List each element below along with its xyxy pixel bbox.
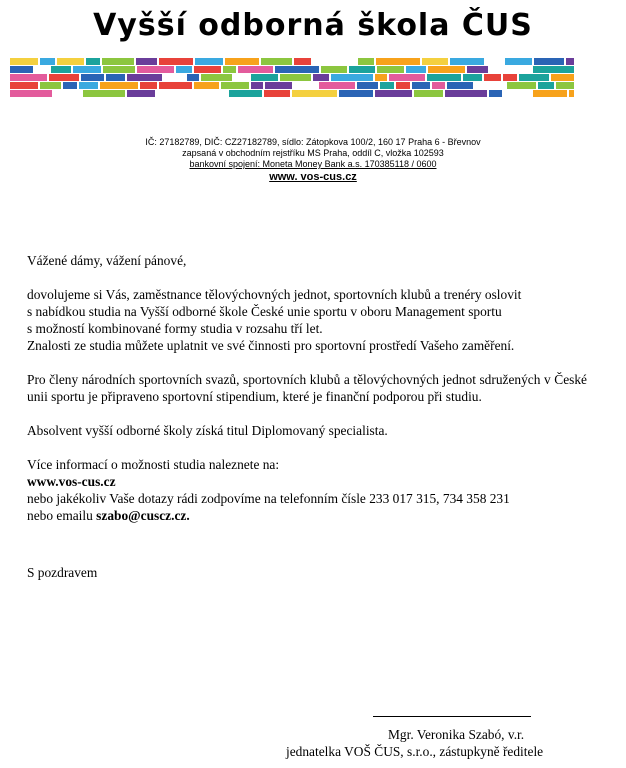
band-brick — [349, 66, 375, 73]
band-brick — [51, 66, 71, 73]
band-brick — [533, 66, 574, 73]
band-brick — [505, 58, 532, 65]
band-brick — [294, 58, 311, 65]
band-brick — [357, 82, 378, 89]
logo-color-band — [10, 58, 576, 98]
header-website-link[interactable]: www. vos-cus.cz — [269, 171, 357, 183]
band-brick — [569, 90, 574, 97]
band-brick — [194, 82, 219, 89]
band-brick — [238, 66, 273, 73]
signatory-name: Mgr. Veronika Szabó, v.r. — [388, 727, 525, 742]
band-brick — [566, 58, 574, 65]
band-brick — [100, 82, 138, 89]
band-brick — [280, 74, 311, 81]
band-brick — [292, 90, 337, 97]
info-website-link[interactable]: www.vos-cus.cz — [27, 474, 116, 489]
band-brick — [194, 66, 221, 73]
band-brick — [467, 66, 488, 73]
band-brick — [484, 74, 501, 81]
band-brick — [275, 66, 319, 73]
closing: S pozdravem — [27, 565, 98, 580]
band-brick — [445, 90, 487, 97]
band-brick — [81, 74, 104, 81]
band-brick — [331, 74, 373, 81]
band-brick — [83, 90, 125, 97]
band-brick — [164, 74, 185, 81]
band-brick — [519, 74, 549, 81]
intro-line: Znalosti ze studia můžete uplatnit ve své činnosti pro sportovní prostředí Vašeho zaměření. — [27, 338, 515, 353]
signatory-role: jednatelka VOŠ ČUS, s.r.o., zástupkyně ředitele — [286, 744, 544, 759]
band-brick — [533, 90, 567, 97]
band-brick — [157, 90, 195, 97]
band-brick — [463, 74, 482, 81]
band-brick — [223, 66, 236, 73]
band-brick — [427, 74, 461, 81]
band-brick — [103, 66, 135, 73]
band-brick — [195, 58, 223, 65]
band-brick — [234, 74, 249, 81]
intro-line: s možností kombinované formy studia v rozsahu tří let. — [27, 321, 323, 336]
bank-line — [0, 159, 626, 170]
band-brick — [225, 58, 259, 65]
band-brick — [377, 66, 404, 73]
band-brick — [10, 58, 38, 65]
band-brick — [197, 90, 227, 97]
band-brick — [504, 90, 531, 97]
band-brick — [376, 58, 420, 65]
band-brick — [475, 82, 505, 89]
band-brick — [447, 82, 473, 89]
header-website[interactable] — [0, 171, 626, 184]
band-brick — [229, 90, 262, 97]
band-brick — [137, 66, 174, 73]
band-brick — [339, 90, 373, 97]
band-brick — [490, 66, 531, 73]
band-brick — [375, 74, 387, 81]
band-brick — [389, 74, 425, 81]
intro-paragraph — [27, 286, 587, 354]
band-brick — [221, 82, 249, 89]
info-email-line — [27, 507, 587, 524]
band-brick — [489, 90, 502, 97]
band-brick — [10, 74, 47, 81]
band-brick — [534, 58, 564, 65]
band-brick — [201, 74, 232, 81]
band-brick — [251, 74, 278, 81]
intro-line: dovolujeme si Vás, zaměstnance tělovýchovných jednot, sportovních klubů a trenéry oslovit — [27, 287, 522, 302]
band-brick — [187, 74, 199, 81]
band-brick — [102, 58, 134, 65]
intro-line: s nabídkou studia na Vyšší odborné škole České unie sportu v oboru Management sportu — [27, 304, 502, 319]
scholarship-paragraph: Pro členy národních sportovních svazů, sportovních klubů a tělovýchovných jednot sdružených v České unii sportu je připraveno sportovní stipendium, které je finanční podporou při studiu. — [27, 372, 587, 404]
bank-line-text: bankovní spojení: Moneta Money Bank a.s. 170385118 / 0600 — [189, 159, 437, 169]
band-brick — [127, 90, 155, 97]
band-brick — [507, 82, 536, 89]
band-brick — [176, 66, 192, 73]
band-brick — [40, 82, 61, 89]
band-brick — [261, 58, 292, 65]
band-brick — [313, 58, 356, 65]
band-brick — [432, 82, 445, 89]
signature-line — [373, 716, 531, 717]
band-brick — [79, 82, 98, 89]
band-brick — [538, 82, 554, 89]
band-brick — [358, 58, 374, 65]
band-brick — [127, 74, 162, 81]
band-brick — [159, 82, 192, 89]
band-brick — [380, 82, 394, 89]
company-id-line: IČ: 27182789, DIČ: CZ27182789, sídlo: Zátopkova 100/2, 160 17 Praha 6 - Břevnov — [145, 137, 481, 147]
band-brick — [375, 90, 412, 97]
band-brick — [396, 82, 410, 89]
band-brick — [136, 58, 157, 65]
graduate-title-paragraph: Absolvent vyšší odborné školy získá titul Diplomovaný specialista. — [27, 423, 388, 438]
band-brick — [49, 74, 79, 81]
info-email-prefix: nebo emailu — [27, 508, 97, 523]
band-brick — [106, 74, 125, 81]
band-brick — [140, 82, 157, 89]
band-brick — [412, 82, 430, 89]
info-email-link[interactable]: szabo@cuscz.cz. — [96, 508, 190, 523]
band-brick — [57, 58, 84, 65]
contact-paragraph — [27, 456, 587, 524]
band-brick — [159, 58, 193, 65]
band-brick — [414, 90, 443, 97]
band-brick — [450, 58, 484, 65]
band-brick — [63, 82, 77, 89]
salutation: Vážené dámy, vážení pánové, — [27, 253, 187, 268]
info-phone: nebo jakékoliv Vaše dotazy rádi zodpovíme na telefonním čísle 233 017 315, 734 358 231 — [27, 491, 510, 506]
info-intro: Více informací o možnosti studia naleznete na: — [27, 457, 280, 472]
band-brick — [486, 58, 503, 65]
band-brick — [10, 90, 52, 97]
band-brick — [503, 74, 517, 81]
band-brick — [319, 82, 355, 89]
band-brick — [313, 74, 329, 81]
band-brick — [251, 82, 263, 89]
school-logo-title: Vyšší odborná škola ČUS — [93, 8, 533, 43]
band-brick — [54, 90, 81, 97]
band-brick — [40, 58, 55, 65]
band-brick — [321, 66, 347, 73]
band-brick — [556, 82, 574, 89]
band-brick — [422, 58, 448, 65]
registry-line: zapsaná v obchodním rejstříku MS Praha, oddíl C, vložka 102593 — [182, 148, 444, 158]
band-brick — [294, 82, 317, 89]
band-brick — [406, 66, 426, 73]
band-brick — [73, 66, 101, 73]
band-brick — [86, 58, 100, 65]
band-brick — [10, 66, 33, 73]
band-brick — [264, 90, 290, 97]
band-brick — [265, 82, 292, 89]
band-brick — [10, 82, 38, 89]
letter-body — [27, 252, 587, 598]
band-brick — [35, 66, 49, 73]
band-brick — [551, 74, 574, 81]
band-brick — [428, 66, 465, 73]
